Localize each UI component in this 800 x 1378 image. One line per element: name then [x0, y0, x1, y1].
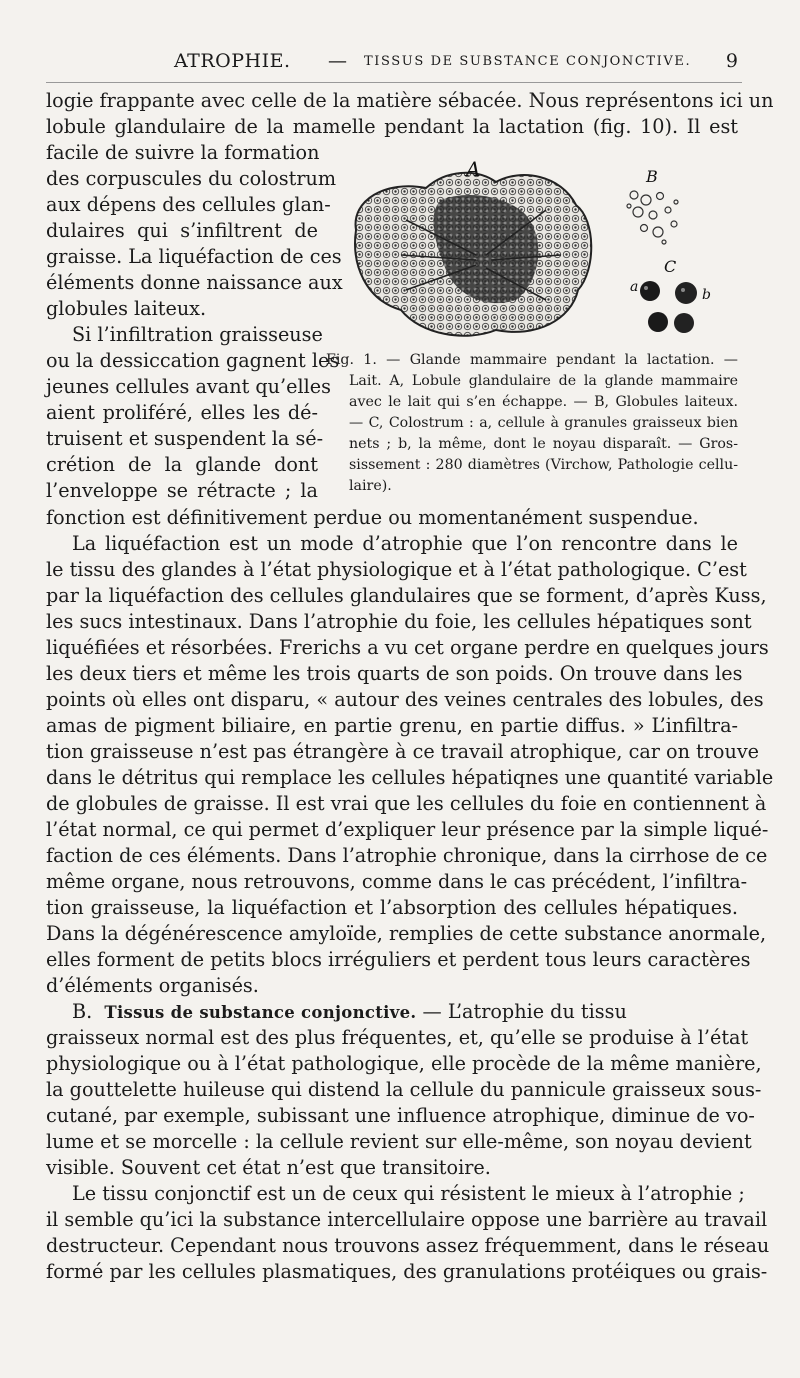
body-line: graisseux normal est des plus fréquentes, et, qu’elle se produise à l’état	[46, 1026, 749, 1049]
body-line: crétion de la glande dont	[46, 453, 318, 476]
body-line: aux dépens des cellules glan-	[46, 193, 331, 216]
body-line: jeunes cellules avant qu’elles	[46, 375, 331, 398]
body-line: amas de pigment biliaire, en partie grenu, en partie diffus. » L’infiltra-	[46, 714, 738, 737]
body-line: Dans la dégénérescence amyloïde, remplies de cette substance anormale,	[46, 922, 767, 945]
body-line: cutané, par exemple, subissant une influence atrophique, diminue de vo-	[46, 1104, 755, 1127]
body-line: d’éléments organisés.	[46, 974, 259, 997]
body-line: les sucs intestinaux. Dans l’atrophie du foie, les cellules hépatiques sont	[46, 610, 752, 633]
body-line: éléments donne naissance aux	[46, 271, 343, 294]
body-line: La liquéfaction est un mode d’atrophie que l’on rencontre dans le	[72, 532, 738, 555]
body-line: visible. Souvent cet état n’est que transitoire.	[46, 1156, 491, 1179]
mammary-gland-drawing	[346, 160, 738, 346]
lobule-a	[355, 173, 591, 336]
body-line: truisent et suspendent la sé-	[46, 427, 324, 450]
body-line: lobule glandulaire de la mamelle pendant la lactation (fig. 10). Il est	[46, 115, 738, 138]
body-line: destructeur. Cependant nous trouvons assez fréquemment, dans le réseau	[46, 1234, 770, 1257]
body-line: physiologique ou à l’état pathologique, elle procède de la même manière,	[46, 1052, 762, 1075]
body-line: dulaires qui s’infiltrent de	[46, 219, 318, 242]
body-line: il semble qu’ici la substance intercellulaire oppose une barrière au travail	[46, 1208, 768, 1231]
body-line: tion graisseuse n’est pas étrangère à ce travail atrophique, car on trouve	[46, 740, 760, 763]
section-heading-rest: — L’atrophie du tissu	[416, 1000, 627, 1023]
body-line: globules laiteux.	[46, 297, 207, 320]
section-letter: B.	[72, 1000, 93, 1023]
body-line: même organe, nous retrouvons, comme dans le cas précédent, l’infiltra-	[46, 870, 748, 893]
figure-label-sub-b: b	[702, 287, 711, 303]
body-line: par la liquéfaction des cellules glandulaires que se forment, d’après Kuss,	[46, 584, 767, 607]
body-line: l’enveloppe se rétracte ; la	[46, 479, 318, 502]
figure-caption-line: — C, Colostrum : a, cellule à granules graisseux bien	[349, 415, 738, 431]
body-line: le tissu des glandes à l’état physiologique et à l’état pathologique. C’est	[46, 558, 747, 581]
body-line: elles forment de petits blocs irréguliers et perdent tous leurs caractères	[46, 948, 751, 971]
body-line: points où elles ont disparu, « autour des veines centrales des lobules, des	[46, 688, 764, 711]
body-line: tion graisseuse, la liquéfaction et l’absorption des cellules hépatiques.	[46, 896, 738, 919]
body-line: Le tissu conjonctif est un de ceux qui résistent le mieux à l’atrophie ;	[72, 1182, 745, 1205]
figure-caption-line: Lait. A, Lobule glandulaire de la glande mammaire	[349, 373, 738, 389]
page-number: 9	[725, 50, 738, 72]
section-heading: Tissus de substance conjonctive.	[104, 1003, 417, 1022]
section-b-line	[72, 999, 738, 1024]
body-line: de globules de graisse. Il est vrai que les cellules du foie en contiennent à	[46, 792, 767, 815]
figure-label-c: C	[664, 257, 677, 276]
figure-caption-line: laire).	[349, 478, 392, 494]
figure-caption-line: Fig. 1. — Glande mammaire pendant la lactation. —	[326, 352, 738, 368]
header-title: ATROPHIE.	[174, 50, 291, 72]
body-line: liquéfiées et résorbées. Frerichs a vu cet organe perdre en quelques jours	[46, 636, 769, 659]
figure-label-sub-a: a	[630, 279, 639, 295]
running-header	[46, 48, 742, 83]
body-line: faction de ces éléments. Dans l’atrophie chronique, dans la cirrhose de ce	[46, 844, 768, 867]
header-dash: —	[328, 50, 347, 72]
body-line: Si l’infiltration graisseuse	[72, 323, 323, 346]
body-line: facile de suivre la formation	[46, 141, 320, 164]
body-line: ou la dessiccation gagnent les	[46, 349, 340, 372]
body-line: fonction est définitivement perdue ou momentanément suspendue.	[46, 506, 699, 529]
body-line: dans le détritus qui remplace les cellules hépatiqnes une quantité variable	[46, 766, 774, 789]
body-line: les deux tiers et même les trois quarts de son poids. On trouve dans les	[46, 662, 743, 685]
body-line: graisse. La liquéfaction de ces	[46, 245, 342, 268]
body-line: l’état normal, ce qui permet d’expliquer leur présence par la simple liqué-	[46, 818, 769, 841]
body-line: formé par les cellules plasmatiques, des granulations protéiques ou grais-	[46, 1260, 768, 1283]
body-line: aient proliféré, elles les dé-	[46, 401, 318, 424]
figure-label-b: B	[646, 167, 658, 186]
body-line: des corpuscules du colostrum	[46, 167, 337, 190]
figure-caption-line: avec le lait qui s’en échappe. — B, Globules laiteux.	[349, 394, 738, 410]
body-line: lume et se morcelle : la cellule revient sur elle-même, son noyau devient	[46, 1130, 752, 1153]
header-subtitle: TISSUS DE SUBSTANCE CONJONCTIVE.	[364, 54, 692, 69]
milk-globules-b	[627, 191, 678, 244]
figure-illustration	[346, 160, 738, 346]
body-line: la gouttelette huileuse qui distend la cellule du pannicule graisseux sous-	[46, 1078, 762, 1101]
colostrum-c	[640, 281, 697, 333]
body-line: logie frappante avec celle de la matière sébacée. Nous représentons ici un	[46, 89, 774, 112]
figure-caption-line: sissement : 280 diamètres (Virchow, Pathologie cellu-	[349, 457, 738, 473]
figure-label-a: A	[466, 160, 481, 181]
figure-caption-line: nets ; b, la même, dont le noyau disparaît. — Gros-	[349, 436, 738, 452]
